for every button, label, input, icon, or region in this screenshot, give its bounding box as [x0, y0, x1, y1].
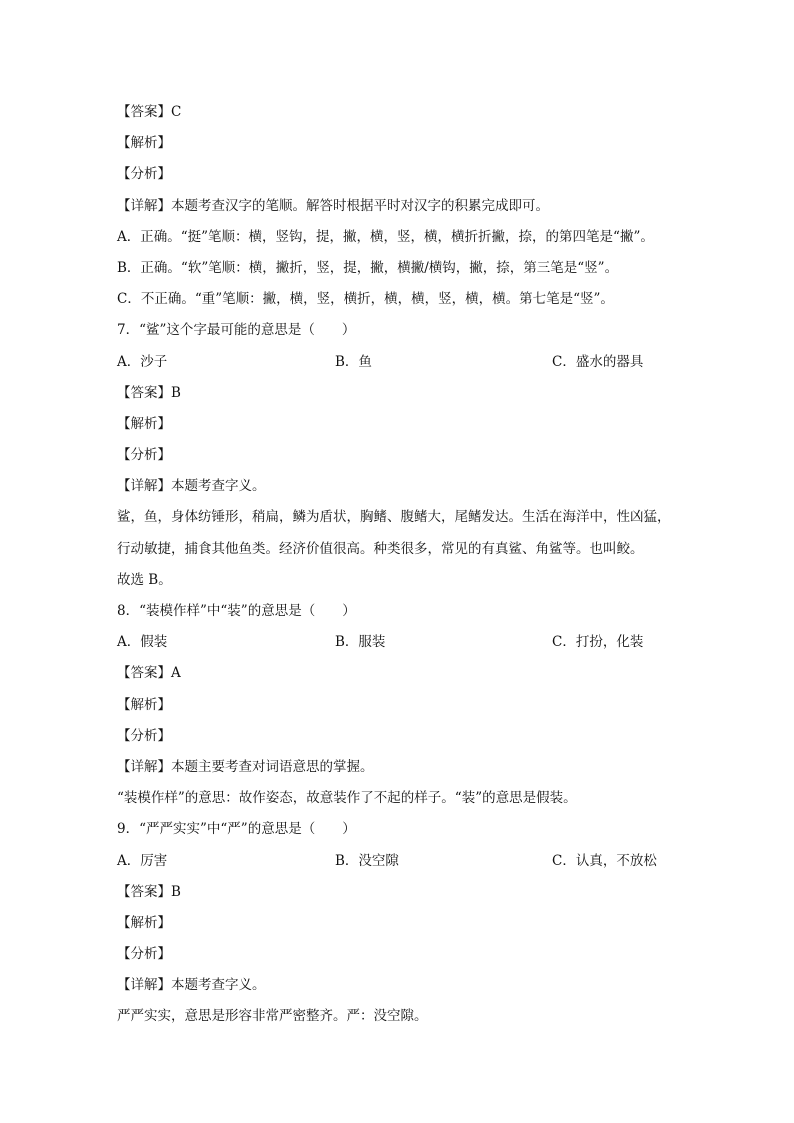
- line-text: 8．“装模作样”中“装”的意思是（ ）: [117, 603, 356, 619]
- section-tag: 【答案】: [117, 883, 171, 900]
- section-tag: 【分析】: [117, 946, 171, 963]
- section-line: [117, 658, 697, 689]
- text-line: [117, 534, 697, 565]
- section-line: [117, 440, 697, 471]
- section-text: C: [171, 104, 182, 120]
- option-item: C．打扮，化装: [552, 634, 644, 651]
- section-tag: 【答案】: [117, 384, 171, 401]
- section-tag: 【详解】: [117, 977, 171, 994]
- section-line: [117, 690, 697, 721]
- section-tag: 【解析】: [117, 696, 171, 713]
- section-line: [117, 191, 697, 222]
- option-item: B．鱼: [335, 353, 372, 370]
- text-line: [117, 222, 697, 253]
- text-line: [117, 502, 697, 533]
- section-text: 本题考查字义。: [171, 478, 266, 495]
- option-item: A．沙子: [117, 353, 168, 370]
- section-tag: 【解析】: [117, 135, 171, 152]
- line-text: 严严实实，意思是形容非常严密整齐。严：没空隙。: [117, 1008, 428, 1025]
- section-text: B: [171, 883, 181, 900]
- option-item: C．盛水的器具: [552, 353, 644, 370]
- text-line: [117, 783, 697, 814]
- section-tag: 【详解】: [117, 478, 171, 495]
- section-tag: 【分析】: [117, 447, 171, 464]
- section-line: [117, 128, 697, 159]
- section-text: B: [171, 384, 181, 401]
- line-text: C．不正确。“重”笔顺：撇，横，竖，横折，横，横，竖，横，横。第七笔是“竖”。: [117, 291, 614, 308]
- section-line: [117, 159, 697, 190]
- line-text: 行动敏捷，捕食其他鱼类。经济价值很高。种类很多，常见的有真鲨、角鲨等。也叫鲛。: [117, 540, 644, 557]
- option-item: A．假装: [117, 634, 168, 651]
- line-text: 9．“严严实实”中“严”的意思是（ ）: [117, 821, 356, 838]
- section-line: [117, 908, 697, 939]
- document-page: [117, 97, 697, 1033]
- section-line: [117, 939, 697, 970]
- section-tag: 【详解】: [117, 758, 171, 775]
- section-line: [117, 378, 697, 409]
- option-item: B．服装: [335, 634, 386, 651]
- options-row: [117, 846, 697, 877]
- text-line: [117, 284, 697, 315]
- option-item: B．没空隙: [335, 852, 399, 869]
- section-tag: 【解析】: [117, 415, 171, 432]
- line-text: 鲨，鱼，身体纺锤形，稍扁，鳞为盾状，胸鳍、腹鳍大，尾鳍发达。生活在海洋中，性凶猛，: [117, 509, 671, 526]
- line-text: 故选 B。: [117, 571, 172, 588]
- section-text: 本题主要考查对词语意思的掌握。: [171, 758, 374, 775]
- section-line: [117, 752, 697, 783]
- section-tag: 【分析】: [117, 166, 171, 183]
- line-text: 7．“鲨”这个字最可能的意思是（ ）: [117, 322, 356, 339]
- text-line: [117, 596, 697, 627]
- section-line: [117, 970, 697, 1001]
- section-line: [117, 409, 697, 440]
- text-line: [117, 814, 697, 845]
- options-row: [117, 627, 697, 658]
- section-text: A: [171, 665, 181, 682]
- option-item: C．认真，不放松: [552, 852, 657, 869]
- text-line: [117, 1001, 697, 1032]
- line-text: “装模作样”的意思：故作姿态，故意装作了不起的样子。“装”的意思是假装。: [117, 790, 577, 807]
- section-tag: 【详解】: [117, 197, 171, 214]
- option-item: A．厉害: [117, 852, 168, 869]
- section-line: [117, 97, 697, 128]
- text-line: [117, 315, 697, 346]
- section-tag: 【分析】: [117, 727, 171, 744]
- options-row: [117, 347, 697, 378]
- section-tag: 【解析】: [117, 914, 171, 931]
- text-line: [117, 565, 697, 596]
- section-tag: 【答案】: [117, 665, 171, 682]
- text-line: [117, 253, 697, 284]
- section-line: [117, 471, 697, 502]
- line-text: A．正确。“挺”笔顺：横，竖钩，提，撇，横，竖，横，横折折撇，捺，的第四笔是“撇”。: [117, 228, 654, 245]
- section-line: [117, 877, 697, 908]
- section-tag: 【答案】: [117, 104, 171, 120]
- section-line: [117, 721, 697, 752]
- section-text: 本题考查字义。: [171, 977, 266, 994]
- section-text: 本题考查汉字的笔顺。解答时根据平时对汉字的积累完成即可。: [171, 197, 549, 214]
- line-text: B．正确。“软”笔顺：横，撇折，竖，提，撇，横撇/横钩，撇，捺，第三笔是“竖”。: [117, 259, 619, 276]
